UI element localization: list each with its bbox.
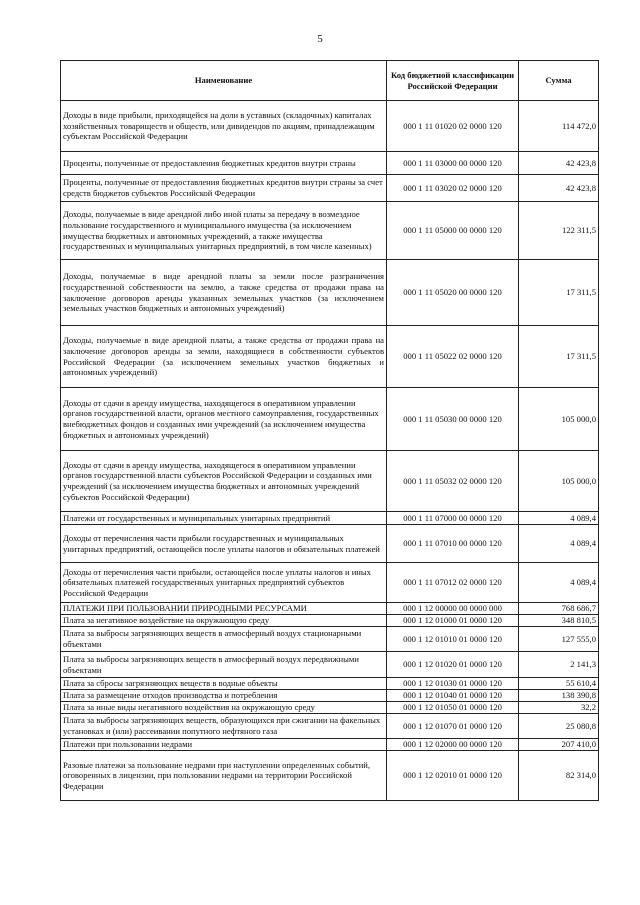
row-sum: 348 810,5 — [519, 615, 599, 627]
row-name: Доходы от перечисления части прибыли государственных и муниципальных унитарных предприятий, остающейся после уплаты налогов и обязательных платежей — [61, 525, 387, 563]
row-name: Доходы от сдачи в аренду имущества, находящегося в оперативном управлении органов государственной власти, органов местного самоуправления, государственных внебюджетных фондов и созданных ими учреждений (за исключением имущества бюджетных и автономных учреждений) — [61, 388, 387, 451]
row-sum: 127 555,0 — [519, 627, 599, 652]
header-sum: Сумма — [519, 61, 599, 101]
row-sum: 114 472,0 — [519, 101, 599, 152]
table-row — [61, 751, 599, 801]
row-code: 000 1 12 01010 01 0000 120 — [387, 627, 519, 652]
table-row — [61, 652, 599, 678]
row-code: 000 1 11 07000 00 0000 120 — [387, 512, 519, 525]
row-sum: 32,2 — [519, 702, 599, 714]
table-row — [61, 388, 599, 451]
table-header-row — [61, 61, 599, 101]
row-name: Плата за выбросы загрязняющих веществ в атмосферный воздух стационарными объектами — [61, 627, 387, 652]
row-code: 000 1 12 00000 00 0000 000 — [387, 603, 519, 615]
table-row — [61, 512, 599, 525]
row-name: Плата за выбросы загрязняющих веществ, образующихся при сжигании на факельных установках и (или) рассеивании попутного нефтяного газа — [61, 714, 387, 739]
row-name: Платежи от государственных и муниципальных унитарных предприятий — [61, 512, 387, 525]
row-name: ПЛАТЕЖИ ПРИ ПОЛЬЗОВАНИИ ПРИРОДНЫМИ РЕСУРСАМИ — [61, 603, 387, 615]
row-code: 000 1 12 02000 00 0000 120 — [387, 739, 519, 751]
row-name: Плата за выбросы загрязняющих веществ в атмосферный воздух передвижными объектами — [61, 652, 387, 678]
row-code: 000 1 11 01020 02 0000 120 — [387, 101, 519, 152]
row-name: Доходы в виде прибыли, приходящейся на доли в уставных (складочных) капиталах хозяйственных товариществ и обществ, или дивидендов по акциям, принадлежащим субъектам Российской Федерации — [61, 101, 387, 152]
row-code: 000 1 12 01050 01 0000 120 — [387, 702, 519, 714]
row-sum: 138 390,8 — [519, 690, 599, 702]
row-name: Доходы, получаемые в виде арендной платы, а также средства от продажи права на заключение договоров аренды за земли, находящиеся в собственности субъектов Российской Федерации (за исключением земельных участков бюджетных и автономных учреждений) — [61, 326, 387, 388]
row-code: 000 1 11 05020 00 0000 120 — [387, 260, 519, 326]
row-name: Проценты, полученные от предоставления бюджетных кредитов внутри страны — [61, 152, 387, 175]
row-code: 000 1 12 01040 01 0000 120 — [387, 690, 519, 702]
table-row — [61, 326, 599, 388]
row-sum: 55 610,4 — [519, 678, 599, 690]
row-code: 000 1 11 05022 02 0000 120 — [387, 326, 519, 388]
row-sum: 122 311,5 — [519, 202, 599, 260]
table-row — [61, 525, 599, 563]
row-code: 000 1 11 03000 00 0000 120 — [387, 152, 519, 175]
table-row — [61, 202, 599, 260]
row-sum: 4 089,4 — [519, 563, 599, 603]
budget-revenue-table — [60, 60, 599, 801]
row-code: 000 1 12 01030 01 0000 120 — [387, 678, 519, 690]
row-name: Разовые платежи за пользование недрами при наступлении определенных событий, оговоренных в лицензии, при пользовании недрами на территории Российской Федерации — [61, 751, 387, 801]
row-sum: 42 423,8 — [519, 152, 599, 175]
row-code: 000 1 11 05000 00 0000 120 — [387, 202, 519, 260]
row-name: Плата за размещение отходов производства и потребления — [61, 690, 387, 702]
row-sum: 25 080,8 — [519, 714, 599, 739]
header-name: Наименование — [61, 61, 387, 101]
row-sum: 2 141,3 — [519, 652, 599, 678]
table-row — [61, 627, 599, 652]
table-row — [61, 563, 599, 603]
table-row — [61, 175, 599, 202]
row-code: 000 1 11 07012 02 0000 120 — [387, 563, 519, 603]
row-code: 000 1 12 01020 01 0000 120 — [387, 652, 519, 678]
row-name: Доходы, получаемые в виде арендной либо иной платы за передачу в возмездное пользование государственного и муниципального имущества (за исключением имущества бюджетных и автономных учреждений, а также имущества государственных и муниципальных унитарных предприятий, в том числе казенных) — [61, 202, 387, 260]
row-sum: 207 410,0 — [519, 739, 599, 751]
row-code: 000 1 11 05030 00 0000 120 — [387, 388, 519, 451]
row-name: Платежи при пользовании недрами — [61, 739, 387, 751]
table-row — [61, 690, 599, 702]
row-name: Проценты, полученные от предоставления бюджетных кредитов внутри страны за счет средств бюджетов субъектов Российской Федерации — [61, 175, 387, 202]
row-code: 000 1 11 05032 02 0000 120 — [387, 451, 519, 512]
table-row — [61, 702, 599, 714]
table-row — [61, 615, 599, 627]
row-name: Плата за негативное воздействие на окружающую среду — [61, 615, 387, 627]
table-row — [61, 451, 599, 512]
row-sum: 4 089,4 — [519, 512, 599, 525]
row-name: Плата за иные виды негативного воздействия на окружающую среду — [61, 702, 387, 714]
row-sum: 105 000,0 — [519, 451, 599, 512]
row-sum: 105 000,0 — [519, 388, 599, 451]
page-number: 5 — [317, 33, 323, 45]
table-row — [61, 678, 599, 690]
table-row — [61, 101, 599, 152]
table-row — [61, 603, 599, 615]
row-code: 000 1 11 07010 00 0000 120 — [387, 525, 519, 563]
table-row — [61, 260, 599, 326]
header-code: Код бюджетной классификации Российской Федерации — [387, 61, 519, 101]
table-row — [61, 152, 599, 175]
table-row — [61, 714, 599, 739]
row-name: Доходы, получаемые в виде арендной платы за земли после разграничения государственной собственности на землю, а также средства от продажи права на заключение договоров аренды указанных земельных участков (за исключением земельных участков бюджетных и автономных учреждений) — [61, 260, 387, 326]
row-code: 000 1 12 01000 01 0000 120 — [387, 615, 519, 627]
row-name: Доходы от перечисления части прибыли, остающейся после уплаты налогов и иных обязательных платежей государственных унитарных предприятий субъектов Российской Федерации — [61, 563, 387, 603]
row-sum: 768 686,7 — [519, 603, 599, 615]
row-sum: 17 311,5 — [519, 260, 599, 326]
table-row — [61, 739, 599, 751]
row-sum: 42 423,8 — [519, 175, 599, 202]
row-code: 000 1 11 03020 02 0000 120 — [387, 175, 519, 202]
row-sum: 82 314,0 — [519, 751, 599, 801]
row-code: 000 1 12 01070 01 0000 120 — [387, 714, 519, 739]
row-code: 000 1 12 02010 01 0000 120 — [387, 751, 519, 801]
row-name: Плата за сбросы загрязняющих веществ в водные объекты — [61, 678, 387, 690]
row-sum: 4 089,4 — [519, 525, 599, 563]
row-sum: 17 311,5 — [519, 326, 599, 388]
row-name: Доходы от сдачи в аренду имущества, находящегося в оперативном управлении органов государственной власти субъектов Российской Федерации и созданных ими учреждений (за исключением имущества бюджетных и автономных учреждений субъектов Российской Федерации) — [61, 451, 387, 512]
